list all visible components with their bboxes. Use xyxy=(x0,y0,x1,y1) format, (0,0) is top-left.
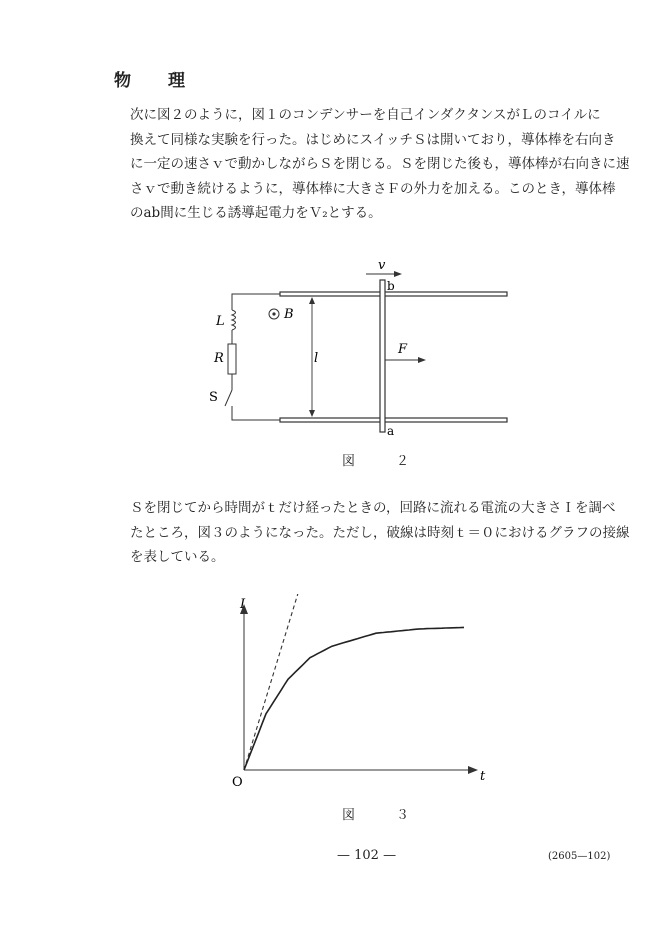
text-line: 換えて同様な実験を行った。はじめにスイッチＳは開いており，導体棒を右向き xyxy=(130,131,616,148)
page-code: (2605—102) xyxy=(548,851,611,862)
conducting-rod xyxy=(380,280,385,432)
length-arrowhead-bottom xyxy=(309,410,315,417)
figure-2-caption: 図 ２ xyxy=(342,454,424,469)
text-line: のab間に生じる誘導起電力をＶ₂とする。 xyxy=(130,205,382,221)
label-L: L xyxy=(216,314,225,329)
page-title: 物 理 xyxy=(114,71,195,91)
x-axis-arrowhead xyxy=(468,766,478,774)
resistor xyxy=(228,344,236,374)
inductor-coil xyxy=(232,310,236,330)
switch-lever xyxy=(225,390,232,406)
problem-paragraph-1 xyxy=(130,103,630,226)
label-a: a xyxy=(387,424,395,438)
origin-label: O xyxy=(232,775,243,790)
label-b: b xyxy=(387,279,395,293)
length-arrowhead-top xyxy=(309,297,315,304)
text-line: たところ，図３のようになった。ただし，破線は時刻ｔ＝０におけるグラフの接線 xyxy=(130,524,630,541)
page-number: — 102 — xyxy=(337,848,397,863)
label-B: B xyxy=(284,307,294,322)
current-curve xyxy=(244,627,464,770)
label-R: R xyxy=(214,351,224,366)
label-S: S xyxy=(209,390,218,405)
figure-2-circuit-diagram xyxy=(190,258,530,468)
magnetic-field-dot xyxy=(272,312,275,315)
force-arrowhead xyxy=(418,357,426,363)
lower-rail xyxy=(280,418,507,422)
figure-3-current-graph xyxy=(210,594,510,824)
text-line: を表している。 xyxy=(130,549,225,565)
label-l: l xyxy=(314,351,319,366)
text-line: Ｓを閉じてから時間がｔだけ経ったときの，回路に流れる電流の大きさＩを調べ xyxy=(130,500,616,516)
tangent-line xyxy=(244,594,299,770)
y-axis-label: I xyxy=(240,597,246,612)
velocity-arrowhead xyxy=(394,271,402,277)
text-line: に一定の速さｖで動かしながらＳを閉じる。Ｓを閉じた後も，導体棒が右向きに速 xyxy=(130,156,630,172)
circuit-wire-top xyxy=(232,294,280,310)
text-line: 次に図２のように，図１のコンデンサーを自己インダクタンスがＬのコイルに xyxy=(130,107,601,123)
problem-paragraph-2 xyxy=(130,496,630,570)
label-F: F xyxy=(398,342,408,357)
circuit-wire-bottom xyxy=(232,406,280,420)
x-axis-label: t xyxy=(480,769,486,784)
text-line: さｖで動き続けるように，導体棒に大きさＦの外力を加える。このとき，導体棒 xyxy=(130,180,616,197)
figure-3-caption: 図 ３ xyxy=(342,808,424,823)
label-v: v xyxy=(378,258,386,273)
